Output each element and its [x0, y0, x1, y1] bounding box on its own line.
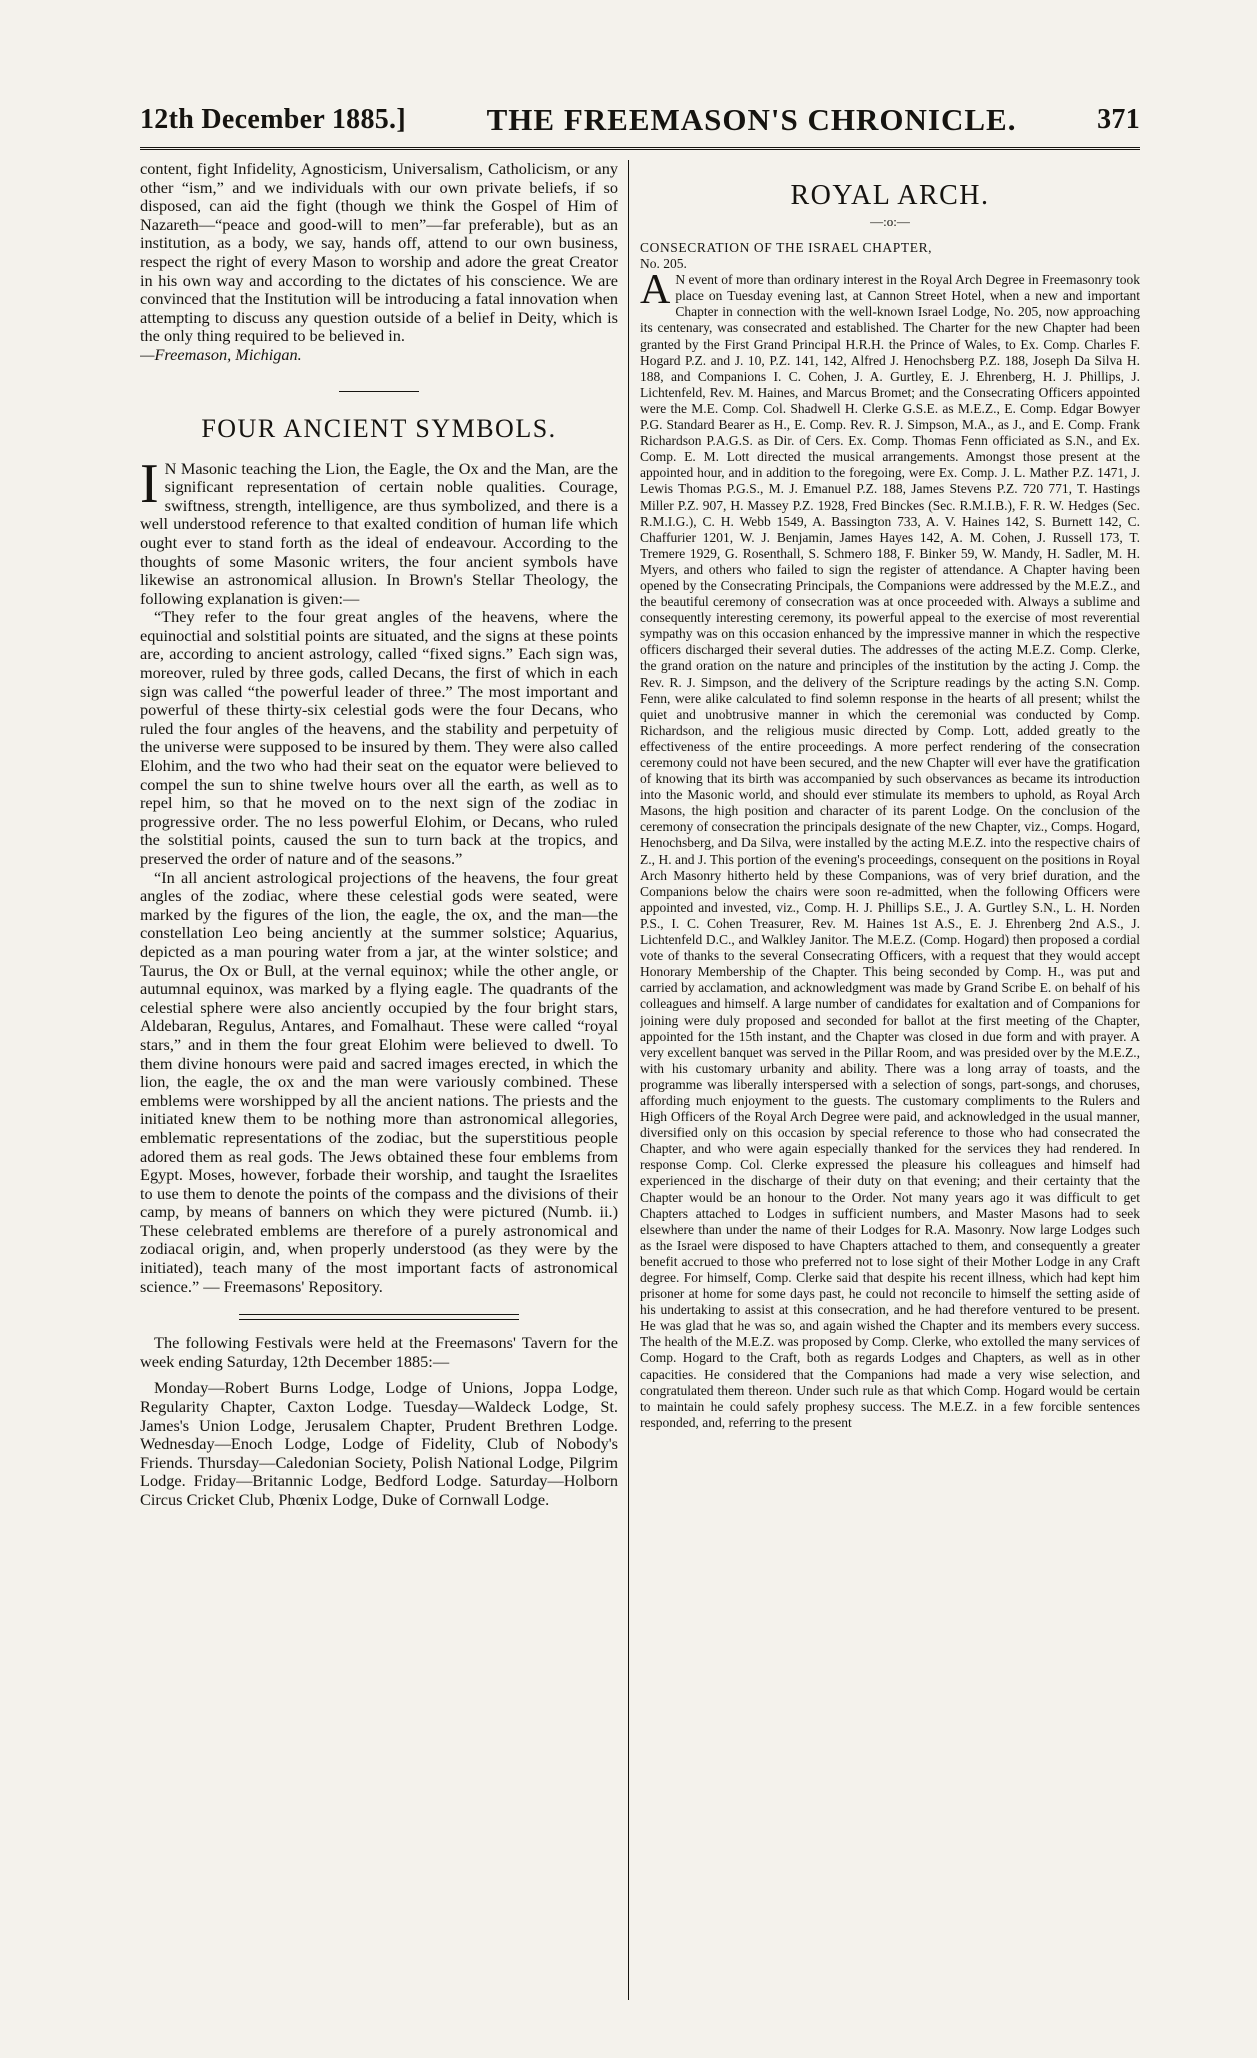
royal-arch-dropcap: A [640, 267, 671, 314]
intro-source: —Freemason, Michigan. [140, 344, 302, 364]
header-title: THE FREEMASON'S CHRONICLE. [486, 102, 1017, 137]
consecration-subtitle: CONSECRATION OF THE ISRAEL CHAPTER, [640, 240, 933, 255]
intro-text: content, fight Infidelity, Agnosticism, Universalism, Catholicism, or any other “ism,” and we individuals with our own private beliefs, if so disposed, can aid the fight (though we think the Gospel of Him of Nazareth—“peace and good-will to men”—far preferable), but as an institution, as a body, we say, hands off, attend to our own business, respect the right of every Mason to worship and adore the great Creator in his own way and according to the dictates of his conscience. We are convinced that the Institution will be introducing a fatal innovation when attempting to discuss any question outside of a belief in Deity, which is the only thing required to be believed in. [140, 160, 618, 346]
festivals-list: Monday—Robert Burns Lodge, Lodge of Unions, Joppa Lodge, Regularity Chapter, Caxton Lodge. Tuesday—Waldeck Lodge, St. James's Union Lodge, Jerusalem Chapter, Prudent Brethren Lodge. Wednesday—Enoch Lodge, Lodge of Fidelity, Club of Nobody's Friends. Thursday—Caledonian Society, Polish National Lodge, Pilgrim Lodge. Friday—Britannic Lodge, Bedford Lodge. Saturday—Holborn Circus Cricket Club, Phœnix Lodge, Duke of Cornwall Lodge. [140, 1378, 618, 1509]
left-column [140, 160, 618, 2000]
article-dropcap: I [140, 452, 159, 515]
header-page-number: 371 [1097, 104, 1140, 135]
header-date: 12th December 1885.] [140, 104, 406, 135]
festivals-intro: The following Festivals were held at the Freemasons' Tavern for the week ending Saturday, 12th December 1885:— [140, 1333, 618, 1371]
ornament: —:o:— [870, 214, 910, 229]
column-rule [628, 160, 629, 2000]
royal-arch-body [640, 267, 1140, 1431]
article-paragraph-1 [140, 452, 618, 609]
royal-arch-body-text: N event of more than ordinary interest in the Royal Arch Degree in Freemasonry took place on Tuesday evening last, at Cannon Street Hotel, when a new and important Chapter in connection with the well-known Israel Lodge, No. 205, now approaching its centenary, was consecrated and established. The Charter for the new Chapter had been granted by the First Grand Principal H.R.H. the Prince of Wales, to Ex. Comp. Charles F. Hogard P.Z. and J. 10, P.Z. 141, 142, Alfred J. Henochsberg P.Z. 188, Joseph Da Silva H. 188, and Companions I. C. Cohen, J. A. Gurtley, E. J. Ehrenberg, H. J. Phillips, J. Lichtenfeld, Rev. M. Haines, and Marcus Bromet; and the Consecrating Officers appointed were the M.E. Comp. Col. Shadwell H. Clerke G.S.E. as M.E.Z., E. Comp. Edgar Bowyer P.G. Standard Bearer as H., E. Comp. Rev. R. J. Simpson, M.A., as J., and E. Comp. Frank Richardson P.A.G.S. as Dir. of Cers. Ex. Comp. Thomas Fenn officiated as S.N., and Ex. Comp. E. M. Lott directed the musical arrangements. Amongst those present at the appointed hour, and in addition to the foregoing, were Ex. Comp. J. L. Mather P.Z. 1471, J. Lewis Thomas P.G.S., M. J. Emanuel P.Z. 188, James Stevens P.Z. 720 771, T. Hastings Miller P.Z. 907, H. Massey P.Z. 1928, Fred Binckes (Sec. R.M.I.B.), F. R. W. Hedges (Sec. R.M.I.G.), C. H. Webb 1549, A. Bassington 733, A. V. Haines 142, S. Burnett 142, C. Chaffurier 1201, W. J. Benjamin, James Hayes 142, A. M. Cohen, J. Russell 173, T. Tremere 1929, G. Rosenthall, S. Schmero 188, F. Binker 59, W. Mandy, H. Sadler, M. H. Myers, and others who failed to sign the register of attendance. A Chapter having been opened by the Consecrating Principals, the Companions were addressed by the M.E.Z., and the beautiful ceremony of consecration was at once proceeded with. Always a sublime and consequently interesting ceremony, its powerful appeal to the exercise of most reverential sympathy was on this occasion enhanced by the impressive manner in which the respective officers discharged their several duties. The addresses of the acting M.E.Z. Comp. Clerke, the grand oration on the nature and principles of the institution by the acting J. Comp. the Rev. R. J. Simpson, and the delivery of the Scripture readings by the acting S.N. Comp. Fenn, were alike calculated to find solemn response in the hearts of all present; whilst the quiet and unobtrusive manner in which the ceremonial was conducted by Comp. Richardson, and the religious music directed by Comp. Lott, added greatly to the effectiveness of the entire proceedings. A more perfect rendering of the consecration ceremony could not have been secured, and the new Chapter will ever have the gratification of knowing that its birth was accompanied by such observances as became its introduction into the Masonic world, and should ever stimulate its members to uphold, as Royal Arch Masons, the high position and character of its parent Lodge. On the conclusion of the ceremony of consecration the principals designate of the new Chapter, viz., Comps. Hogard, Henochsberg, and Da Silva, were installed by the acting M.E.Z. into the respective chairs of Z., H. and J. This portion of the evening's proceedings, consequent on the positions in Royal Arch Masonry hitherto held by these Companions, was of very brief duration, and the Companions below the chairs were soon re-admitted, when the following Officers were appointed and invested, viz., Comp. H. J. Phillips S.E., J. A. Gurtley S.N., L. H. Norden P.S., I. C. Cohen Treasurer, Rev. M. Haines 1st A.S., E. J. Ehrenberg 2nd A.S., J. Lichtenfeld D.C., and Walkley Janitor. The M.E.Z. (Comp. Hogard) then proposed a cordial vote of thanks to the several Consecrating Officers, with a request that they would accept Honorary Membership of the Chapter. This being seconded by Comp. H., was put and carried by acclamation, and acknowledgment was made by Grand Scribe E. on behalf of his colleagues and himself. A large number of candidates for exaltation and of Companions for joining were duly proposed and seconded for ballot at the first meeting of the Chapter, appointed for the 15th instant, and the Chapter was closed in due form and with prayer. A very excellent banquet was served in the Pillar Room, and was presided over by the M.E.Z., with his customary urbanity and ability. There was a long array of toasts, and the programme was liberally interspersed with a selection of songs, part-songs, and choruses, affording much enjoyment to the guests. The customary compliments to the Rulers and High Officers of the Royal Arch Degree were paid, and acknowledged in the usual manner, diversified only on this occasion by special reference to those who had consecrated the Chapter, and who were again especially thanked for the services they had rendered. In response Comp. Col. Clerke expressed the pleasure his colleagues and himself had experienced in the discharge of their duty on that evening; and their certainty that the Chapter would be an honour to the Order. Not many years ago it was difficult to get Chapters attached to Lodges in sufficient numbers, and Master Masons had to seek elsewhere than under the name of their Lodges for R.A. Masonry. Now large Lodges such as the Israel were disposed to have Chapters attached to them, and consequently a greater benefit accrued to those who preferred not to lose sight of their Mother Lodge in any Craft degree. For himself, Comp. Clerke said that despite his recent illness, which had kept him prisoner at home for some days past, he could not reconcile to himself the setting aside of his undertaking to assist at this consecration, and he had therefore ventured to be present. He was glad that he was so, and again wished the Chapter and its members every success. The health of the M.E.Z. was proposed by Comp. Clerke, who extolled the many services of Comp. Hogard to the Craft, both as regards Lodges and Chapters, as well as in other capacities. He considered that the Companions had made a very wise selection, and congratulated them thereon. Under such rule as that which Comp. Hogard would be certain to maintain he could safely prophesy success. The M.E.Z. in a few forcible sentences responded, and, referring to the present [640, 272, 1140, 1430]
article-title: FOUR ANCIENT SYMBOLS. [201, 413, 557, 443]
right-column [640, 160, 1140, 2000]
article-paragraph-2: “They refer to the four great angles of the heavens, where the equinoctial and solstitial points are situated, and the signs at these points are, according to ancient astrology, called “fixed signs.” Each sign was, moreover, ruled by three gods, called Decans, the first of which in each sign was called “the powerful leader of three.” The most important and powerful of these thirty-six celestial gods were the four Decans, who ruled the four angles of the heavens, and the stability and perpetuity of the universe were supposed to be insured by them. They were also called Elohim, and the two who had their seat on the equator were believed to compel the sun to shine twelve hours over all the earth, as well as to repel him, so that he moved on to the next sign of the zodiac in progressive order. The no less powerful Elohim, or Decans, who ruled the solstitial points, caused the sun to turn back at the tropics, and preserved the order of nature and of the seasons.” [140, 607, 618, 868]
article-paragraph-1-text: N Masonic teaching the Lion, the Eagle, the Ox and the Man, are the significant representation of certain noble qualities. Courage, swiftness, strength, intelligence, are thus symbolized, and there is a well understood reference to that exalted condition of human life which ought ever to stand forth as the ideal of endeavour. According to the thoughts of some Masonic writers, the four ancient symbols have likewise an astronomical allusion. In Brown's Stellar Theology, the following explanation is given:— [140, 458, 618, 608]
chapter-number: No. 205. [640, 256, 687, 272]
header-rule [140, 147, 1140, 150]
article-paragraph-3: “In all ancient astrological projections of the heavens, the four great angles of the zodiac, where these celestial gods were seated, were marked by the figures of the lion, the eagle, the ox, and the man—the constellation Leo being anciently at the summer solstice; Aquarius, depicted as a man pouring water from a jar, at the winter solstice; and Taurus, the Ox or Bull, at the vernal equinox; while the other angle, or autumnal equinox, was marked by a flying eagle. The quadrants of the celestial sphere were also anciently occupied by the four bright stars, Aldebaran, Regulus, Antares, and Fomalhaut. These were called “royal stars,” and in them the four great Elohim were believed to dwell. To them divine honours were paid and sacred images erected, in which the lion, the eagle, the ox and the man were variously combined. These emblems were worshipped by all the ancient nations. The priests and the initiated knew them to be nothing more than astronomical allegories, emblematic representations of the zodiac, but the superstitious people adored them as real gods. The Jews obtained these four emblems from Egypt. Moses, however, forbade their worship, and taught the Israelites to use them to denote the points of the compass and the divisions of their camp, by means of banners on which they were pictured (Numb. ii.) These celebrated emblems are therefore of a purely astronomical and zodiacal origin, and, when properly understood (as they were by the initiated), teach many of the most important facts of astronomical science.” — Freemasons' Repository. [140, 867, 618, 1296]
page-header [140, 100, 1140, 140]
royal-arch-title: ROYAL ARCH. [790, 180, 990, 211]
